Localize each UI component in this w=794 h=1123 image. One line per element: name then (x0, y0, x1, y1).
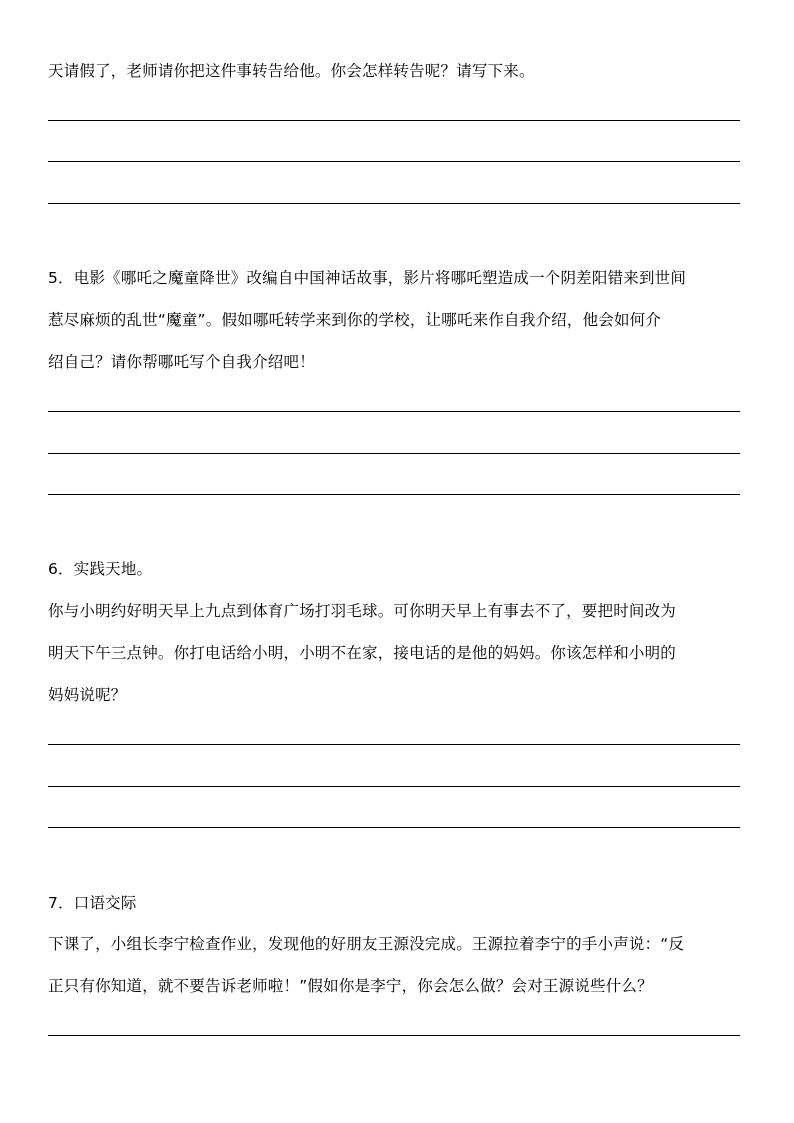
question-5-text-line: 惹尽麻烦的乱世“魔童”。假如哪吒转学来到你的学校，让哪吒来作自我介绍，他会如何介 (48, 311, 662, 329)
question-5-text-line: 绍自己？请你帮哪吒写个自我介绍吧！ (48, 353, 315, 371)
question-6-text-line: 明天下午三点钟。你打电话给小明，小明不在家，接电话的是他的妈妈。你该怎样和小明的 (48, 644, 677, 662)
answer-line[interactable] (48, 453, 740, 454)
question-6-text-line: 妈妈说呢？ (48, 686, 127, 704)
answer-line[interactable] (48, 203, 740, 204)
answer-line[interactable] (48, 827, 740, 828)
question-6-text-line: 你与小明约好明天早上九点到体育广场打羽毛球。可你明天早上有事去不了，要把时间改为 (48, 602, 677, 620)
question-4-text-line: 天请假了，老师请你把这件事转告给他。你会怎样转告呢？请写下来。 (48, 62, 535, 80)
question-5-text-line: 5．电影《哪吒之魔童降世》改编自中国神话故事，影片将哪吒塑造成一个阴差阳错来到世间 (48, 269, 687, 287)
answer-line[interactable] (48, 744, 740, 745)
answer-line[interactable] (48, 494, 740, 495)
question-7-title: 7．口语交际 (48, 894, 137, 912)
question-7-text-line: 下课了，小组长李宁检查作业，发现他的好朋友王源没完成。王源拉着李宁的手小声说：“反 (48, 935, 685, 953)
question-6-title: 6．实践天地。 (48, 560, 153, 578)
answer-line[interactable] (48, 120, 740, 121)
answer-line[interactable] (48, 1035, 740, 1036)
question-7-text-line: 正只有你知道，就不要告诉老师啦！”假如你是李宁，你会怎么做？会对王源说些什么？ (48, 977, 653, 995)
answer-line[interactable] (48, 411, 740, 412)
answer-line[interactable] (48, 161, 740, 162)
answer-line[interactable] (48, 786, 740, 787)
